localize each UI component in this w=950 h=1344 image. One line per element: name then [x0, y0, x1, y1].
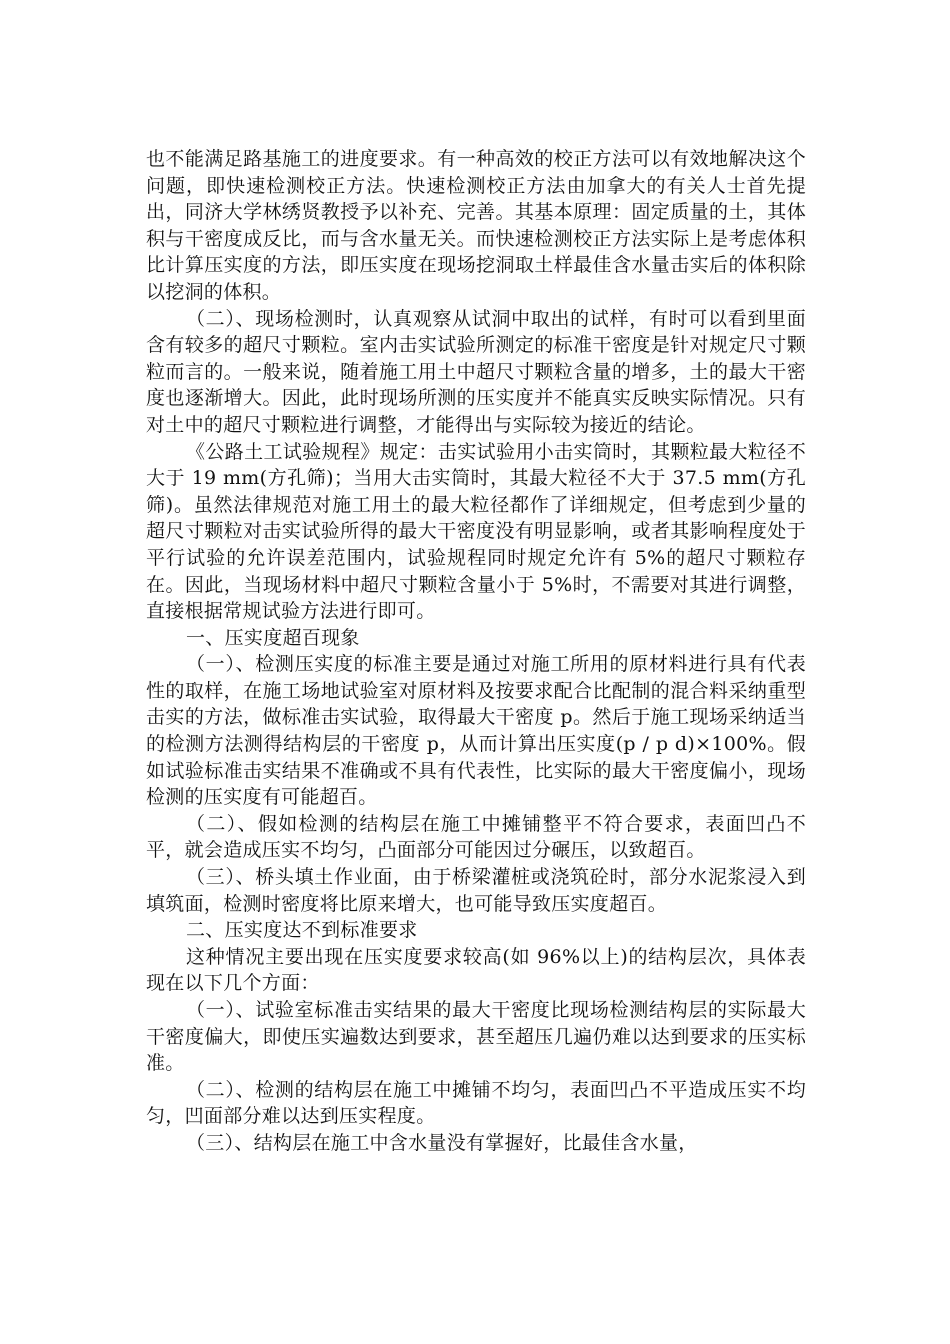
paragraph-3: 《公路土工试验规程》规定：击实试验用小击实筒时，其颗粒最大粒径不大于 19 mm(方孔筛)；当用大击实筒时，其最大粒径不大于 37.5 mm(方孔筛)。虽然法律规范对施工用土的最大粒径都作了详细规定，但考虑到少量的超尺寸颗粒对击实试验所得的最大干密度没有明显影响，或者其影响程度处于平行试验的允许误差范围内，试验规程同时规定允许有 5%的超尺寸颗粒存在。因此，当现场材料中超尺寸颗粒含量小于 5%时，不需要对其进行调整，直接根据常规试验方法进行即可。 [146, 440, 806, 623]
paragraph-11: （二）、检测的结构层在施工中摊铺不均匀，表面凹凸不平造成压实不均匀，凹面部分难以达到压实程度。 [146, 1078, 806, 1128]
document-body [146, 146, 806, 1157]
section-heading-2: 二、压实度达不到标准要求 [186, 919, 418, 942]
paragraph-5: （一）、检测压实度的标准主要是通过对施工所用的原材料进行具有代表性的取样，在施工场地试验室对原材料及按要求配合比配制的混合料采纳重型击实的方法，做标准击实试验，取得最大干密度 p。然后于施工现场采纳适当的检测方法测得结构层的干密度 p，从而计算出压实度(p / p d)×100%。假如试验标准击实结果不准确或不具有代表性，比实际的最大干密度偏小，现场检测的压实度有可能超百。 [146, 653, 806, 809]
paragraph-12: （三）、结构层在施工中含水量没有掌握好，比最佳含水量， [186, 1131, 698, 1154]
paragraph-10: （一）、试验室标准击实结果的最大干密度比现场检测结构层的实际最大干密度偏大，即使压实遍数达到要求，甚至超压几遍仍难以达到要求的压实标准。 [146, 999, 806, 1075]
paragraph-9: 这种情况主要出现在压实度要求较高(如 96%以上)的结构层次，具体表现在以下几个方面： [146, 945, 806, 995]
section-heading-1: 一、压实度超百现象 [186, 626, 360, 649]
paragraph-1: 也不能满足路基施工的进度要求。有一种高效的校正方法可以有效地解决这个问题，即快速检测校正方法。快速检测校正方法由加拿大的有关人士首先提出，同济大学林绣贤教授予以补充、完善。其基本原理：固定质量的土，其体积与干密度成反比，而与含水量无关。而快速检测校正方法实际上是考虑体积比计算压实度的方法，即压实度在现场挖洞取土样最佳含水量击实后的体积除以挖洞的体积。 [146, 148, 806, 303]
paragraph-2: （二）、现场检测时，认真观察从试洞中取出的试样，有时可以看到里面含有较多的超尺寸颗粒。室内击实试验所测定的标准干密度是针对规定尺寸颗粒而言的。一般来说，随着施工用土中超尺寸颗粒含量的增多，土的最大干密度也逐渐增大。因此，此时现场所测的压实度并不能真实反映实际情况。只有对土中的超尺寸颗粒进行调整，才能得出与实际较为接近的结论。 [146, 307, 806, 436]
paragraph-7: （三）、桥头填土作业面，由于桥梁灌桩或浇筑砼时，部分水泥浆浸入到填筑面，检测时密度将比原来增大，也可能导致压实度超百。 [146, 866, 806, 915]
paragraph-6: （二）、假如检测的结构层在施工中摊铺整平不符合要求，表面凹凸不平，就会造成压实不均匀，凸面部分可能因过分碾压，以致超百。 [146, 812, 806, 862]
